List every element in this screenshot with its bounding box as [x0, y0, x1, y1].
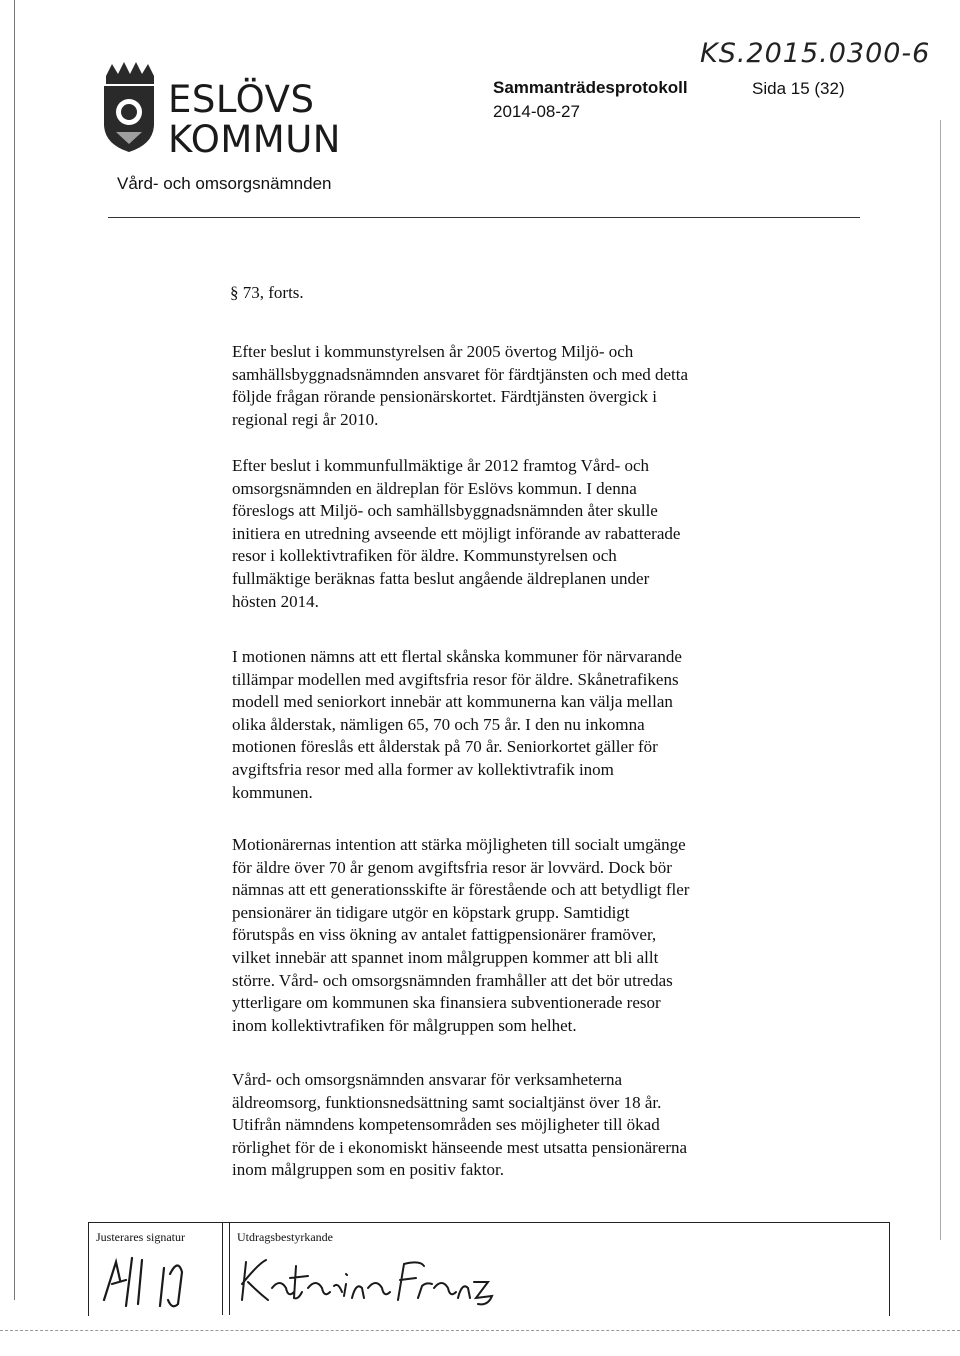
paragraph-line: tillämpar modellen med avgiftsfria resor för äldre. Skånetrafikens — [232, 669, 679, 689]
paragraph-line: fullmäktige beräknas fatta beslut angående äldreplanen under — [232, 568, 650, 588]
paragraph-line: större. Vård- och omsorgsnämnden framhåller att det bör utredas — [232, 970, 673, 990]
paragraph-line: samhällsbyggnadsnämnden ansvaret för färdtjänsten och med detta — [232, 364, 689, 384]
paragraph-line: vilket innebär att spannet inom målgruppen kommer att bli allt — [232, 947, 659, 967]
brand-line-2: KOMMUN — [168, 118, 341, 161]
paragraph-line: nämnas att ett generationsskifte är förestående och att betydligt fler — [232, 880, 690, 900]
paragraph-line: I motionen nämns att ett flertal skånska kommuner för närvarande — [232, 647, 682, 666]
committee-name: Vård- och omsorgsnämnden — [117, 174, 332, 193]
paragraph-line: Utifrån nämndens kompetensområden ses möjligheter till ökad — [232, 1115, 660, 1135]
paragraph-line: följde frågan rörande pensionärskortet. Färdtjänsten övergick i — [232, 387, 658, 407]
scan-edge-left — [14, 0, 15, 1300]
signature-label-certification: Utdragsbestyrkande — [237, 1230, 333, 1244]
page-bottom-dashed-line — [0, 1330, 960, 1332]
paragraph-line: Motionärernas intention att stärka möjligheten till socialt umgänge — [232, 835, 686, 854]
handwritten-signature — [238, 1252, 498, 1307]
paragraph-4 — [232, 834, 792, 1037]
municipal-coat-of-arms-logo — [100, 62, 158, 152]
paragraph-line: resor i kollektivtrafiken för äldre. Kommunstyrelsen och — [232, 546, 617, 566]
signature-box-divider — [222, 1222, 223, 1315]
paragraph-line: initiera en utredning avseende ett möjligt införande av rabatterade — [232, 523, 681, 543]
protocol-title: Sammanträdesprotokoll — [493, 78, 688, 97]
paragraph-line: pensionärer än tidigare utgör en köpstark grupp. Samtidigt — [232, 902, 630, 922]
paragraph-5 — [232, 1069, 792, 1182]
paragraph-line: kommunen. — [232, 782, 313, 802]
paragraph-line: omsorgsnämnden en äldreplan för Eslövs kommun. I denna — [232, 478, 637, 498]
paragraph-line: inom kollektivtrafiken för målgruppen som helhet. — [232, 1015, 577, 1035]
paragraph-line: regional regi år 2010. — [232, 409, 379, 429]
brand-line-1: ESLÖVS — [168, 78, 315, 121]
scan-edge-right — [940, 120, 941, 1240]
signature-box-divider — [229, 1222, 230, 1315]
paragraph-1 — [232, 341, 792, 431]
meeting-date: 2014-08-27 — [493, 102, 580, 121]
paragraph-line: Efter beslut i kommunstyrelsen år 2005 övertog Miljö- och — [232, 342, 634, 361]
handwritten-initials — [98, 1250, 218, 1310]
paragraph-line: förutspås en viss ökning av antalet fattigpensionärer framöver, — [232, 925, 657, 945]
paragraph-line: för äldre över 70 år genom avgiftsfria resor är lovvärd. Dock bör — [232, 857, 672, 877]
paragraph-line: avgiftsfria resor med alla former av kollektivtrafik inom — [232, 759, 614, 779]
signature-label-adjusters: Justerares signatur — [96, 1230, 185, 1244]
paragraph-line: hösten 2014. — [232, 591, 319, 611]
paragraph-line: äldreomsorg, funktionsnedsättning samt socialtjänst över 18 år. — [232, 1092, 662, 1112]
paragraph-line: ytterligare om kommunen ska finansiera subventionerade resor — [232, 993, 661, 1013]
paragraph-line: motionen föreslås ett ålderstak på 70 år. Seniorkortet gäller för — [232, 737, 658, 757]
paragraph-line: inom målgruppen som en positiv faktor. — [232, 1160, 504, 1180]
paragraph-line: modell med seniorkort innebär att kommunerna kan välja mellan — [232, 692, 673, 712]
paragraph-3 — [232, 646, 792, 804]
paragraph-line: föreslogs att Miljö- och samhällsbyggnadsnämnden åter skulle — [232, 501, 658, 521]
paragraph-line: rörlighet för de i ekonomiskt hänseende mest utsatta pensionärerna — [232, 1137, 688, 1157]
section-heading: § 73, forts. — [230, 283, 304, 302]
brand-name — [168, 80, 341, 160]
paragraph-line: Vård- och omsorgsnämnden ansvarar för verksamheterna — [232, 1070, 623, 1089]
paragraph-line: Efter beslut i kommunfullmäktige år 2012 framtog Vård- och — [232, 456, 650, 475]
page-indicator: Sida 15 (32) — [752, 79, 845, 98]
header-divider — [108, 217, 860, 218]
handwritten-reference-number: KS.2015.0300-6 — [700, 38, 931, 69]
paragraph-2 — [232, 455, 792, 613]
paragraph-line: olika ålderstak, nämligen 65, 70 och 75 år. I den nu inkomna — [232, 714, 645, 734]
